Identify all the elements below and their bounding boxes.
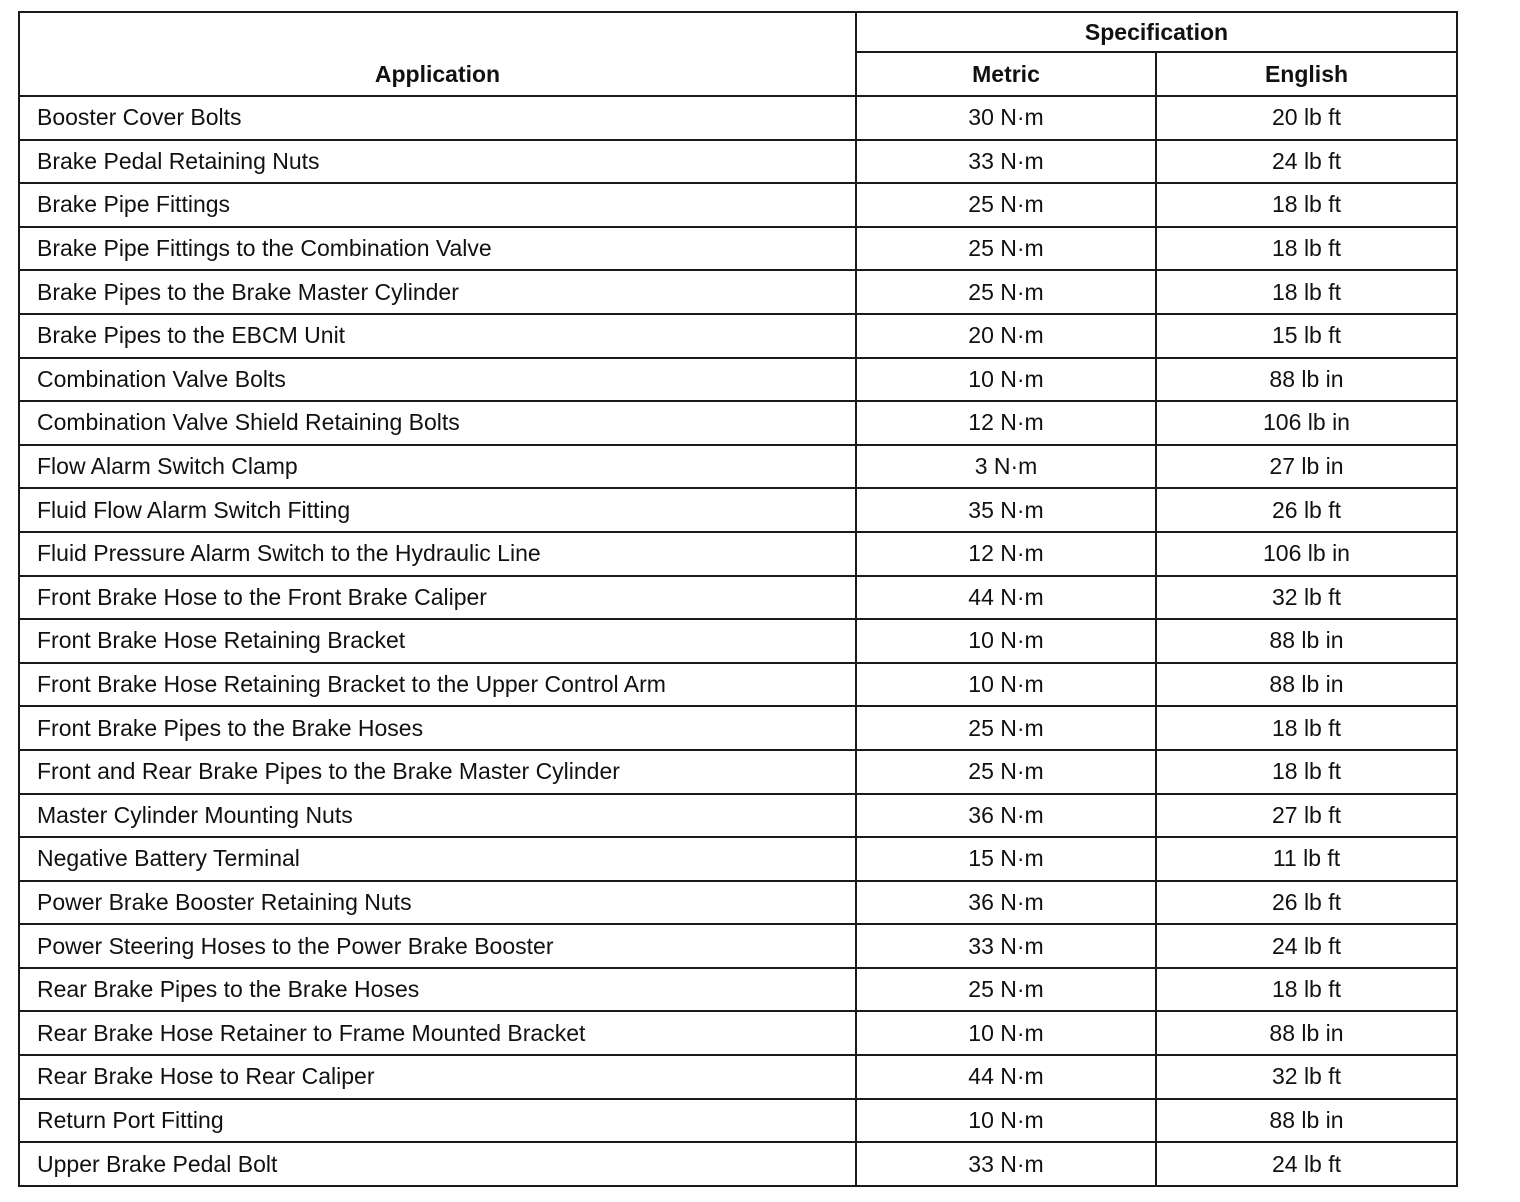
metric-cell: 33 N·m [856,924,1156,968]
metric-cell: 36 N·m [856,794,1156,838]
table-header [19,12,1457,96]
table-row [19,270,1457,314]
application-cell: Brake Pipe Fittings to the Combination Valve [19,227,856,271]
metric-column-header: Metric [856,52,1156,96]
english-cell: 15 lb ft [1156,314,1457,358]
metric-cell: 25 N·m [856,750,1156,794]
table-row [19,183,1457,227]
table-row [19,532,1457,576]
english-cell: 88 lb in [1156,1011,1457,1055]
metric-cell: 25 N·m [856,706,1156,750]
application-cell: Rear Brake Pipes to the Brake Hoses [19,968,856,1012]
english-cell: 88 lb in [1156,1099,1457,1143]
table-row [19,576,1457,620]
english-cell: 18 lb ft [1156,270,1457,314]
metric-cell: 10 N·m [856,1099,1156,1143]
metric-cell: 25 N·m [856,227,1156,271]
table-row [19,488,1457,532]
table-row [19,968,1457,1012]
english-cell: 32 lb ft [1156,1055,1457,1099]
metric-cell: 10 N·m [856,663,1156,707]
table-body [19,96,1457,1186]
application-cell: Front Brake Hose Retaining Bracket [19,619,856,663]
english-cell: 26 lb ft [1156,488,1457,532]
english-cell: 11 lb ft [1156,837,1457,881]
application-cell: Fluid Pressure Alarm Switch to the Hydraulic Line [19,532,856,576]
application-cell: Fluid Flow Alarm Switch Fitting [19,488,856,532]
table-row [19,96,1457,140]
table-row [19,227,1457,271]
english-cell: 88 lb in [1156,619,1457,663]
metric-cell: 25 N·m [856,270,1156,314]
application-cell: Brake Pedal Retaining Nuts [19,140,856,184]
application-column-header: Application [19,12,856,96]
metric-cell: 44 N·m [856,1055,1156,1099]
english-cell: 24 lb ft [1156,1142,1457,1186]
english-cell: 24 lb ft [1156,140,1457,184]
metric-cell: 10 N·m [856,1011,1156,1055]
english-cell: 88 lb in [1156,663,1457,707]
metric-cell: 44 N·m [856,576,1156,620]
metric-cell: 10 N·m [856,358,1156,402]
application-cell: Flow Alarm Switch Clamp [19,445,856,489]
table-row [19,358,1457,402]
metric-cell: 35 N·m [856,488,1156,532]
metric-cell: 15 N·m [856,837,1156,881]
english-cell: 24 lb ft [1156,924,1457,968]
table-row [19,1055,1457,1099]
table-row [19,445,1457,489]
application-cell: Front Brake Pipes to the Brake Hoses [19,706,856,750]
table-row [19,924,1457,968]
metric-cell: 20 N·m [856,314,1156,358]
metric-cell: 33 N·m [856,1142,1156,1186]
application-cell: Combination Valve Bolts [19,358,856,402]
application-cell: Upper Brake Pedal Bolt [19,1142,856,1186]
application-cell: Front Brake Hose Retaining Bracket to the Upper Control Arm [19,663,856,707]
table-row [19,140,1457,184]
english-cell: 106 lb in [1156,532,1457,576]
table-row [19,881,1457,925]
english-cell: 27 lb ft [1156,794,1457,838]
application-cell: Front and Rear Brake Pipes to the Brake Master Cylinder [19,750,856,794]
header-row-top [19,12,1457,52]
english-cell: 18 lb ft [1156,706,1457,750]
english-cell: 18 lb ft [1156,968,1457,1012]
english-cell: 18 lb ft [1156,750,1457,794]
application-cell: Brake Pipes to the EBCM Unit [19,314,856,358]
english-cell: 20 lb ft [1156,96,1457,140]
metric-cell: 12 N·m [856,532,1156,576]
application-cell: Power Steering Hoses to the Power Brake Booster [19,924,856,968]
table-row [19,619,1457,663]
table-row [19,401,1457,445]
metric-cell: 12 N·m [856,401,1156,445]
application-cell: Negative Battery Terminal [19,837,856,881]
application-cell: Booster Cover Bolts [19,96,856,140]
table-row [19,1099,1457,1143]
table-row [19,663,1457,707]
table-row [19,1011,1457,1055]
application-cell: Combination Valve Shield Retaining Bolts [19,401,856,445]
application-cell: Power Brake Booster Retaining Nuts [19,881,856,925]
english-cell: 18 lb ft [1156,227,1457,271]
english-cell: 88 lb in [1156,358,1457,402]
table-row [19,794,1457,838]
application-cell: Front Brake Hose to the Front Brake Caliper [19,576,856,620]
application-cell: Brake Pipes to the Brake Master Cylinder [19,270,856,314]
metric-cell: 10 N·m [856,619,1156,663]
metric-cell: 25 N·m [856,968,1156,1012]
specification-group-header: Specification [856,12,1457,52]
english-cell: 18 lb ft [1156,183,1457,227]
table-row [19,1142,1457,1186]
table-row [19,837,1457,881]
table-row [19,706,1457,750]
application-cell: Rear Brake Hose to Rear Caliper [19,1055,856,1099]
application-cell: Rear Brake Hose Retainer to Frame Mounted Bracket [19,1011,856,1055]
english-cell: 32 lb ft [1156,576,1457,620]
table-row [19,750,1457,794]
metric-cell: 25 N·m [856,183,1156,227]
english-cell: 27 lb in [1156,445,1457,489]
torque-specification-table [18,11,1458,1187]
application-cell: Master Cylinder Mounting Nuts [19,794,856,838]
metric-cell: 3 N·m [856,445,1156,489]
metric-cell: 33 N·m [856,140,1156,184]
metric-cell: 36 N·m [856,881,1156,925]
metric-cell: 30 N·m [856,96,1156,140]
application-cell: Brake Pipe Fittings [19,183,856,227]
english-cell: 26 lb ft [1156,881,1457,925]
table-row [19,314,1457,358]
english-cell: 106 lb in [1156,401,1457,445]
application-cell: Return Port Fitting [19,1099,856,1143]
english-column-header: English [1156,52,1457,96]
